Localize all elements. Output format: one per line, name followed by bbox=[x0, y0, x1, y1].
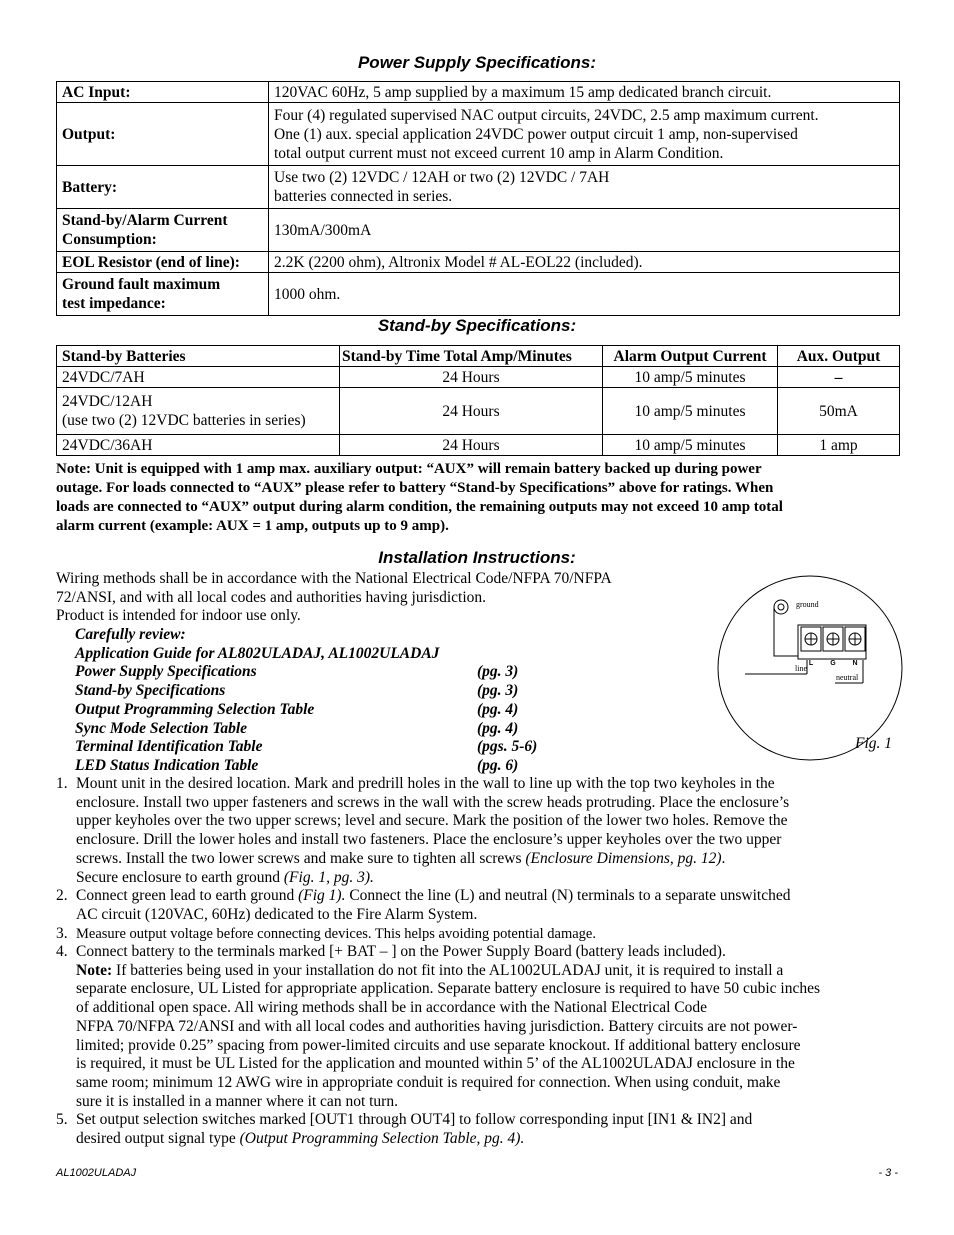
standby-time-cell: 24 Hours bbox=[340, 435, 603, 456]
step-line: NFPA 70/NFPA 72/ANSI and with all local codes and authorities having jurisdiction. Battery circuits are not power- bbox=[76, 1017, 798, 1035]
aux-output-cell: 50mA bbox=[778, 388, 900, 435]
installation-heading: Installation Instructions: bbox=[378, 548, 576, 567]
spec-value-line: Use two (2) 12VDC / 12AH or two (2) 12VDC / 7AH bbox=[274, 169, 610, 186]
step-line: Secure enclosure to earth ground (Fig. 1, pg. 3). bbox=[76, 868, 374, 886]
step-1 bbox=[56, 775, 901, 887]
spec-value-line: total output current must not exceed current 10 amp in Alarm Condition. bbox=[274, 144, 724, 162]
table-row bbox=[57, 388, 900, 435]
ground-label: ground bbox=[796, 600, 819, 609]
review-item-page: (pg. 3) bbox=[477, 682, 519, 699]
note-label: Note: bbox=[76, 961, 113, 979]
spec-label-line: Consumption: bbox=[62, 231, 157, 248]
step-line: separate enclosure, UL Listed for appropriate application. Separate battery enclosure is required to have 50 cubic inches bbox=[76, 980, 820, 998]
step-line: Note: If batteries being used in your installation do not fit into the AL1002ULADAJ unit, it is required to install a bbox=[76, 961, 784, 979]
step-3 bbox=[56, 925, 901, 944]
ground-terminal-screw bbox=[778, 604, 784, 610]
step-line: Connect battery to the terminals marked [+ BAT – ] on the Power Supply Board (battery leads included). bbox=[76, 943, 726, 960]
step-line: upper keyholes over the two upper screws; level and secure. Mark the position of the lower two holes. Remove the bbox=[76, 812, 788, 830]
intro-line: 72/ANSI, and with all local codes and authorities having jurisdiction. bbox=[56, 589, 487, 606]
spec-label-line: Ground fault maximum bbox=[62, 276, 221, 293]
standby-header: Aux. Output bbox=[778, 346, 900, 367]
spec-value bbox=[269, 103, 900, 166]
step-5 bbox=[56, 1111, 901, 1148]
step-number: 1. bbox=[56, 775, 68, 792]
aux-note-line: loads are connected to “AUX” output during alarm condition, the remaining outputs may not exceed 10 amp total bbox=[56, 499, 783, 515]
reference: (Fig 1). bbox=[298, 887, 346, 904]
spec-value: 2.2K (2200 ohm), Altronix Model # AL-EOL22 (included). bbox=[269, 252, 900, 273]
spec-value-line: batteries connected in series. bbox=[274, 188, 453, 205]
spec-value: 130mA/300mA bbox=[269, 209, 900, 252]
step-line: same room; minimum 12 AWG wire in appropriate conduit is required for connection. When using conduit, make bbox=[76, 1073, 781, 1091]
power-supply-heading: Power Supply Specifications: bbox=[357, 53, 597, 72]
standby-header: Alarm Output Current bbox=[603, 346, 778, 367]
power-supply-table bbox=[56, 81, 900, 316]
line-label: line bbox=[795, 664, 807, 673]
aux-note bbox=[56, 460, 901, 536]
standby-header: Stand-by Batteries bbox=[57, 346, 340, 367]
intro-line: Wiring methods shall be in accordance with the National Electrical Code/NFPA 70/NFPA bbox=[56, 570, 612, 587]
reference: (Output Programming Selection Table, pg. 4) bbox=[239, 1129, 521, 1147]
step-line: Set output selection switches marked [OUT1 through OUT4] to follow corresponding input [IN1 & IN2] and bbox=[76, 1111, 753, 1128]
footer-model: AL1002ULADAJ bbox=[56, 1167, 137, 1179]
step-line: desired output signal type (Output Programming Selection Table, pg. 4). bbox=[76, 1129, 525, 1147]
step-number: 5. bbox=[56, 1111, 68, 1128]
review-title: Carefully review: bbox=[75, 626, 186, 643]
review-guide: Application Guide for AL802ULADAJ, AL1002ULADAJ bbox=[75, 645, 440, 662]
standby-time-cell: 24 Hours bbox=[340, 388, 603, 435]
standby-battery-cell bbox=[57, 388, 340, 435]
review-item-name: Output Programming Selection Table bbox=[75, 701, 315, 718]
table-row bbox=[57, 367, 900, 388]
spec-label-line: test impedance: bbox=[62, 295, 166, 312]
step-line: of additional open space. All wiring methods shall be in accordance with the National Electrical Code bbox=[76, 999, 707, 1017]
spec-value: 120VAC 60Hz, 5 amp supplied by a maximum 15 amp dedicated branch circuit. bbox=[269, 82, 900, 103]
spec-label: Output: bbox=[57, 103, 269, 166]
aux-output-cell: 1 amp bbox=[778, 435, 900, 456]
alarm-current-cell: 10 amp/5 minutes bbox=[603, 435, 778, 456]
footer-page-number: - 3 - bbox=[878, 1167, 898, 1179]
aux-note-line: Note: Unit is equipped with 1 amp max. auxiliary output: “AUX” will remain battery backed up during power bbox=[56, 461, 762, 477]
terminal-label-g: G bbox=[830, 660, 836, 667]
spec-value bbox=[269, 166, 900, 209]
standby-heading: Stand-by Specifications: bbox=[377, 316, 577, 335]
spec-label bbox=[57, 209, 269, 252]
figure-caption: Fig. 1 bbox=[855, 735, 893, 752]
reference: (Enclosure Dimensions, pg. 12) bbox=[525, 849, 722, 867]
intro-line: Product is intended for indoor use only. bbox=[56, 607, 301, 624]
spec-value-line: Four (4) regulated supervised NAC output circuits, 24VDC, 2.5 amp maximum current. bbox=[274, 106, 819, 124]
step-line: enclosure. Install two upper fasteners and screws in the wall with the screw heads protruding. Place the enclosure’s bbox=[76, 793, 790, 811]
standby-battery-line: 24VDC/12AH bbox=[62, 393, 153, 410]
standby-battery-cell: 24VDC/36AH bbox=[57, 435, 340, 456]
terminal-label-l: L bbox=[808, 660, 814, 667]
step-line: enclosure. Drill the lower holes and install two fasteners. Place the enclosure’s upper keyholes over the two upper bbox=[76, 831, 782, 849]
step-number: 2. bbox=[56, 887, 68, 904]
standby-time-cell: 24 Hours bbox=[340, 367, 603, 388]
step-line: limited; provide 0.25” spacing from power-limited circuits and use separate knockout. If additional battery enclosure bbox=[76, 1036, 801, 1054]
step-line: is required, it must be UL Listed for the application and mounted within 5’ of the AL1002ULADAJ enclosure in the bbox=[76, 1055, 795, 1073]
ground-terminal bbox=[774, 600, 788, 614]
step-line: Connect green lead to earth ground (Fig 1). Connect the line (L) and neutral (N) terminals to a separate unswitched bbox=[76, 887, 791, 904]
alarm-current-cell: 10 amp/5 minutes bbox=[603, 388, 778, 435]
step-2 bbox=[56, 887, 901, 924]
standby-table bbox=[56, 345, 900, 456]
terminal-label-n: N bbox=[852, 660, 858, 667]
spec-value-line: One (1) aux. special application 24VDC power output circuit 1 amp, non-supervised bbox=[274, 125, 798, 143]
standby-battery-cell: 24VDC/7AH bbox=[57, 367, 340, 388]
aux-note-line: alarm current (example: AUX = 1 amp, outputs up to 9 amp). bbox=[56, 518, 449, 534]
spec-label: AC Input: bbox=[57, 82, 269, 103]
standby-header: Stand-by Time Total Amp/Minutes bbox=[340, 346, 603, 367]
step-line: sure it is installed in a manner where it can not turn. bbox=[76, 1092, 398, 1110]
review-item-page: (pg. 4) bbox=[477, 720, 519, 737]
neutral-label: neutral bbox=[836, 673, 859, 682]
step-line: Mount unit in the desired location. Mark and predrill holes in the wall to line up with the top two keyholes in the bbox=[76, 775, 775, 792]
standby-battery-line: (use two (2) 12VDC batteries in series) bbox=[62, 412, 306, 429]
aux-output-cell: – bbox=[778, 367, 900, 388]
step-line: AC circuit (120VAC, 60Hz) dedicated to the Fire Alarm System. bbox=[76, 905, 478, 923]
aux-note-line: outage. For loads connected to “AUX” please refer to battery “Stand-by Specifications” above for ratings. When bbox=[56, 480, 774, 496]
review-item-name: LED Status Indication Table bbox=[75, 757, 259, 774]
review-item-name: Sync Mode Selection Table bbox=[75, 720, 248, 737]
terminal-block bbox=[798, 625, 866, 659]
spec-label: EOL Resistor (end of line): bbox=[57, 252, 269, 273]
step-line: screws. Install the two lower screws and make sure to tighten all screws (Enclosure Dimensions, pg. 12). bbox=[76, 849, 726, 867]
spec-label bbox=[57, 273, 269, 316]
step-line: Measure output voltage before connecting devices. This helps avoiding potential damage. bbox=[76, 926, 596, 942]
review-item-page: (pg. 4) bbox=[477, 701, 519, 718]
spec-label: Battery: bbox=[57, 166, 269, 209]
review-item-name: Stand-by Specifications bbox=[75, 682, 226, 699]
review-item-name: Terminal Identification Table bbox=[75, 738, 263, 755]
review-item-page: (pg. 6) bbox=[477, 757, 519, 774]
spec-label-line: Stand-by/Alarm Current bbox=[62, 212, 228, 229]
step-number: 3. bbox=[56, 925, 68, 942]
review-item-page: (pg. 3) bbox=[477, 663, 519, 680]
alarm-current-cell: 10 amp/5 minutes bbox=[603, 367, 778, 388]
step-number: 4. bbox=[56, 943, 68, 960]
step-4 bbox=[56, 943, 901, 1111]
review-item-page: (pgs. 5-6) bbox=[477, 738, 538, 755]
table-row bbox=[57, 435, 900, 456]
reference: (Fig. 1, pg. 3). bbox=[283, 868, 374, 886]
review-item-name: Power Supply Specifications bbox=[75, 663, 257, 680]
spec-value: 1000 ohm. bbox=[269, 273, 900, 316]
